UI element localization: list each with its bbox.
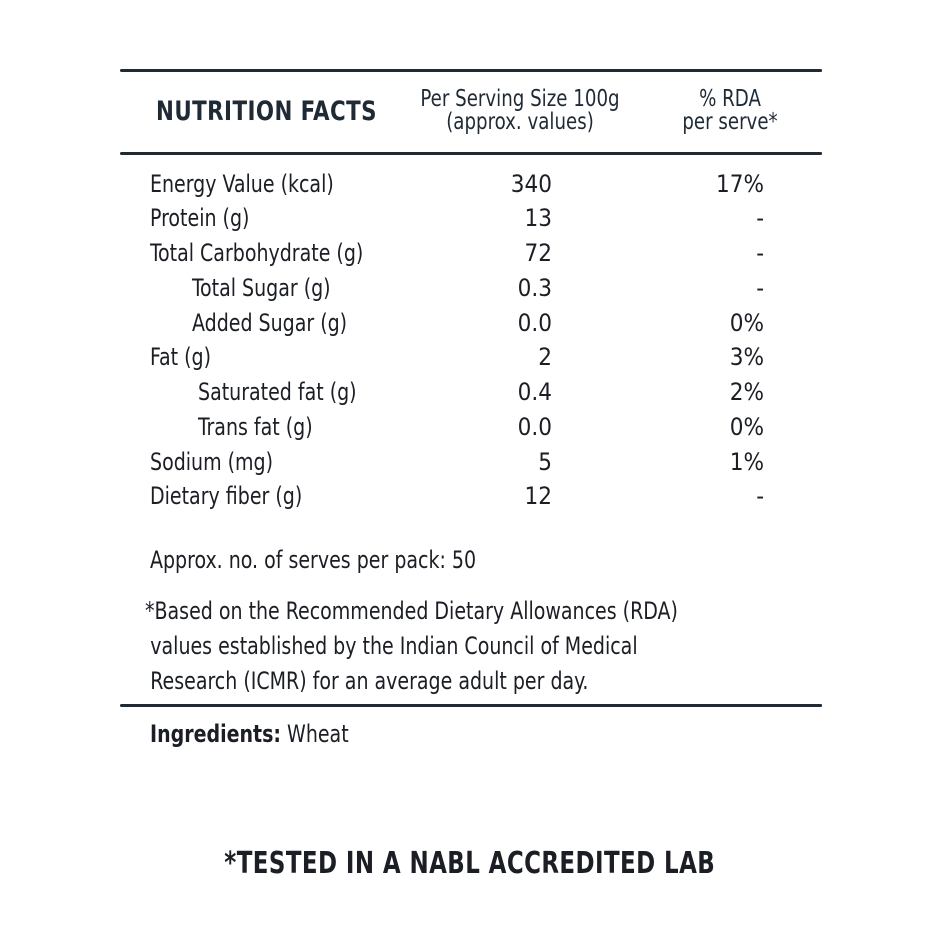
nabl-tested-text: *TESTED IN A NABL ACCREDITED LAB: [224, 846, 716, 881]
nutrient-row-added-sugar: [150, 309, 770, 343]
nutrient-value: 340: [510, 170, 552, 198]
ingredients: [150, 720, 349, 748]
nutrient-rda: 3%: [729, 343, 764, 371]
nutrient-value: 12: [524, 482, 552, 510]
rda-line: % RDA: [699, 86, 761, 112]
nutrient-value: 2: [538, 343, 552, 371]
footnote-line: values established by the Indian Council of Medical: [150, 632, 638, 660]
nutrient-value: 0.0: [517, 413, 552, 441]
nutrient-label: Total Sugar (g): [192, 274, 331, 302]
nutrient-label: Trans fat (g): [198, 413, 313, 441]
nutrient-row-saturated-fat: [150, 378, 770, 412]
nutrient-value: 13: [524, 204, 552, 232]
nutrient-label: Total Carbohydrate (g): [150, 239, 364, 267]
rda-header: [664, 88, 796, 134]
header-divider: [120, 152, 822, 155]
nutrient-label: Saturated fat (g): [198, 378, 357, 406]
nutrient-label: Added Sugar (g): [192, 309, 348, 337]
nutrient-row-carbohydrate: [150, 239, 770, 273]
nutrient-rda: -: [756, 239, 764, 267]
nutrient-rda: 0%: [729, 413, 764, 441]
footnote-line: Research (ICMR) for an average adult per day.: [150, 667, 589, 695]
nutrient-rda: -: [756, 274, 764, 302]
nutrition-facts-title: NUTRITION FACTS: [156, 96, 377, 127]
serving-size-header: [414, 88, 625, 134]
nutrient-row-fat: [150, 343, 770, 377]
nutrient-row-total-sugar: [150, 274, 770, 308]
nutrient-row-dietary-fiber: [150, 482, 770, 516]
nutrient-rda: -: [756, 204, 764, 232]
per-serve-line: per serve*: [682, 109, 778, 135]
nutrient-row-trans-fat: [150, 413, 770, 447]
nutrient-rda: -: [756, 482, 764, 510]
nutrient-label: Energy Value (kcal): [150, 170, 334, 198]
nutrient-value: 0.3: [517, 274, 552, 302]
nutrient-rda: 0%: [729, 309, 764, 337]
serving-size-line: Per Serving Size 100g: [420, 86, 620, 112]
approx-values-line: (approx. values): [446, 109, 594, 135]
nutrient-row-energy: [150, 170, 770, 204]
nutrient-row-protein: [150, 204, 770, 238]
nutrient-row-sodium: [150, 448, 770, 482]
nutrient-value: 0.0: [517, 309, 552, 337]
nutrient-rda: 17%: [716, 170, 764, 198]
top-divider: [120, 69, 822, 72]
nabl-tested-note: [0, 846, 940, 881]
nutrient-label: Sodium (mg): [150, 448, 274, 476]
nutrient-label: Fat (g): [150, 343, 212, 371]
footer-divider: [120, 704, 822, 707]
footnote-line: *Based on the Recommended Dietary Allowances (RDA): [145, 597, 678, 625]
nutrient-rda: 1%: [729, 448, 764, 476]
nutrient-value: 0.4: [517, 378, 552, 406]
rda-footnote: [145, 594, 761, 699]
ingredients-value: Wheat: [287, 720, 349, 748]
ingredients-label: Ingredients:: [150, 720, 281, 748]
nutrient-rda: 2%: [729, 378, 764, 406]
nutrient-label: Dietary fiber (g): [150, 482, 303, 510]
nutrient-value: 5: [538, 448, 552, 476]
serves-per-pack: Approx. no. of serves per pack: 50: [150, 546, 477, 574]
nutrient-label: Protein (g): [150, 204, 250, 232]
nutrient-value: 72: [524, 239, 552, 267]
